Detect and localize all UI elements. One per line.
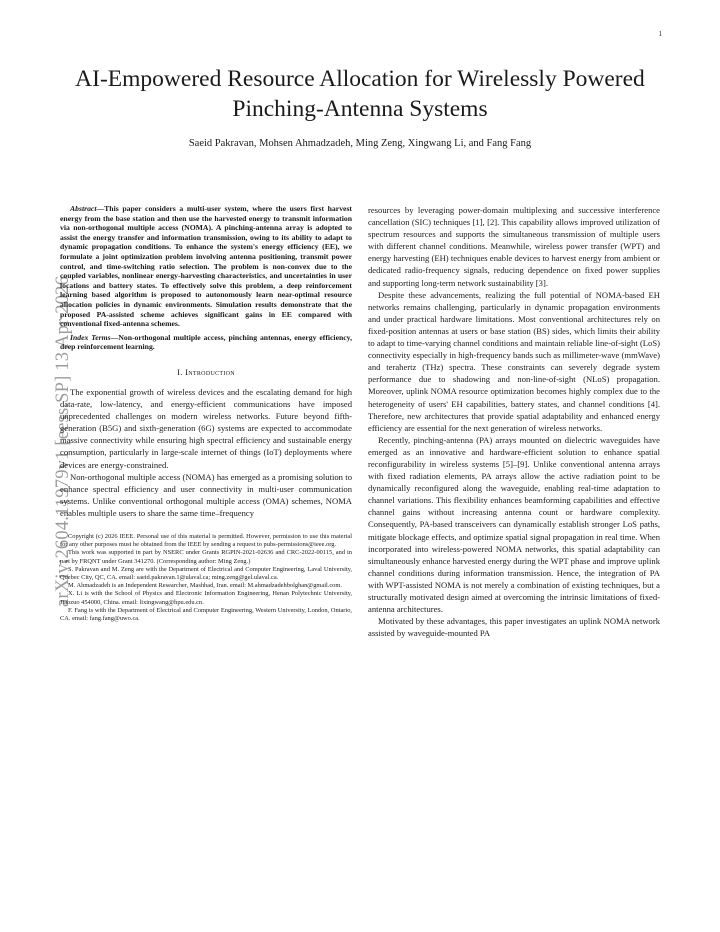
intro-paragraph: Non-orthogonal multiple access (NOMA) has emerged as a promising solution to enhance spectral efficiency and user connectivity in multi-user communication systems. Unlike conventional orthogonal multiple access (OMA) schemes, NOMA enables multiple users to share the same time–frequency xyxy=(60,471,352,518)
abstract-text: —This paper considers a multi-user system, where the users first harvest energy from the base station and then use the harvested energy to transmit information via non-orthogonal multiple access (NOMA). A pinching-antenna array is adopted to assist the energy transfer and information transmission, owing to its ability to adapt to dynamic propagation conditions. To enhance the system's energy efficiency (EE), we formulate a joint optimization problem involving antenna positioning, transmit power control, and time-switching ratio selection. The problem is non-convex due to the coupled variables, nonlinear energy-harvesting characteristics, and uncertainties in user locations and battery states. To effectively solve this problem, a deep reinforcement learning based algorithm is proposed to autonomously learn near-optimal resource allocation policies in dynamic environments. Simulation results demonstrate that the proposed PA-assisted scheme achieves significant gains in EE compared with conventional fixed-antenna schemes. xyxy=(60,204,352,329)
left-column xyxy=(60,204,352,623)
abstract-lead: Abstract xyxy=(70,204,97,213)
footnote-affiliation: M. Ahmadzadeh is an Independent Researcher, Mashhad, Iran. email: M.ahmadzadehbolghan@gmail.com. xyxy=(68,582,342,590)
footnote-funding: This work was supported in part by NSERC under Grants RGPIN-2021-02636 and CRC-2022-00115, and in part by FRQNT under Grant 341270. (Corresponding author: Ming Zeng.) xyxy=(60,549,352,565)
section-heading-introduction: I. Introduction xyxy=(177,366,235,377)
footnotes xyxy=(60,533,352,623)
index-terms-lead: Index Terms xyxy=(70,332,111,342)
abstract xyxy=(60,204,352,329)
arxiv-identifier-stamp: arXiv:2604.11979v1 [eess.SP] 13 Apr 2026 xyxy=(53,275,73,607)
index-terms-text: —Non-orthogonal multiple access, pinching antennas, energy efficiency, deep reinforcement learning. xyxy=(60,332,353,352)
footnote-affiliation: X. Li is with the School of Physics and Electronic Information Engineering, Henan Polytechnic University, Jiaozuo 454000, China. email: lixingwang@hpu.edu.cn. xyxy=(60,590,352,606)
intro-paragraph: Motivated by these advantages, this paper investigates an uplink NOMA network assisted by waveguide-mounted PA xyxy=(368,616,660,639)
index-terms xyxy=(60,333,352,352)
footnote-affiliation: S. Pakravan and M. Zeng are with the Department of Electrical and Computer Engineering, Laval University, Quebec City, QC, CA. email: saeid.pakravan.1@ulaval.ca; ming.zeng@gel.ulaval.ca. xyxy=(60,565,352,582)
page-number: 1 xyxy=(658,30,662,38)
footnote-copyright: Copyright (c) 2026 IEEE. Personal use of this material is permitted. However, permission to use this material for any other purposes must be obtained from the IEEE by sending a request to pubs-permissions@ieee.org. xyxy=(60,533,352,549)
intro-paragraph: Recently, pinching-antenna (PA) arrays mounted on dielectric waveguides have emerged as an innovative and hardware-efficient solution to enhance spatial reconfigurability in wireless systems [5]–[9]. Unlike conventional antenna arrays with fixed radiation elements, PA arrays allow the active radiation point to be dynamically reconfigured along the waveguide, enabling real-time adaptation to channel variations. This flexibility enhances beamforming capabilities and effective channel gains without increasing antenna count or hardware complexity. Consequently, PA-based transceivers can dynamically establish stronger LoS paths, mitigate blockage effects, and optimize spatial signal propagation in real time. When incorporated into wireless-powered NOMA networks, this spatial adaptability can simultaneously enhance harvested energy during the WPT phase and improve uplink channel conditions during information transmission. Hence, the integration of PA with WPT-assisted NOMA is not merely a combination of existing techniques, but a structurally motivated design aimed at overcoming the intrinsic limitations of fixed-antenna architectures. xyxy=(368,434,660,615)
intro-paragraph: resources by leveraging power-domain multiplexing and successive interference cancellation (SIC) techniques [1], [2]. This capability allows improved utilization of spectrum resources and supports the simultaneous transmission of multiple users with different channel conditions. Meanwhile, wireless power transfer (WPT) and energy harvesting (EH) techniques enable devices to harvest energy from ambient or dedicated radio-frequency signals, reducing dependence on fixed power supplies and supporting long-term network sustainability [3]. xyxy=(368,205,660,288)
paper-title: AI-Empowered Resource Allocation for Wirelessly Powered Pinching-Antenna Systems xyxy=(75,66,645,122)
footnote-affiliation: F. Fang is with the Department of Electrical and Computer Engineering, Western University, London, Ontario, CA. email: fang.fang@uwo.ca. xyxy=(60,606,352,623)
right-column xyxy=(368,204,660,639)
intro-paragraph: Despite these advancements, realizing the full potential of NOMA-based EH networks remains challenging, particularly in dynamic propagation environments and under practical hardware limitations. Most conventional architectures rely on fixed-position antennas at users or base station (BS) sides, which limits their ability to adapt to time-varying channel conditions and maintain reliable line-of-sight (LoS) connectivity especially in high-frequency bands such as millimeter-wave (mmWave) and terahertz (THz) spectra. These constraints can severely degrade system performance due to shadowing and non-line-of-sight (NLoS) propagation. Moreover, uplink NOMA resource optimization becomes highly complex due to the heterogeneity of users' EH capabilities, battery states, and channel conditions [4]. Therefore, new architectures that provide spatial adaptability and enhanced energy efficiency are essential for the next generation of wireless networks. xyxy=(368,289,660,433)
author-list: Saeid Pakravan, Mohsen Ahmadzadeh, Ming Zeng, Xingwang Li, and Fang Fang xyxy=(188,138,532,149)
intro-paragraph: The exponential growth of wireless devices and the escalating demand for high data-rate, low-latency, and energy-efficient communications have imposed unprecedented challenges on modern wireless networks. Future beyond fifth-generation (B5G) and sixth-generation (6G) systems are expected to accommodate massive connectivity while ensuring high spectral efficiency and sustainable energy consumption, particularly in large-scale internet of things (IoT) deployments where devices are energy-constrained. xyxy=(60,387,352,470)
